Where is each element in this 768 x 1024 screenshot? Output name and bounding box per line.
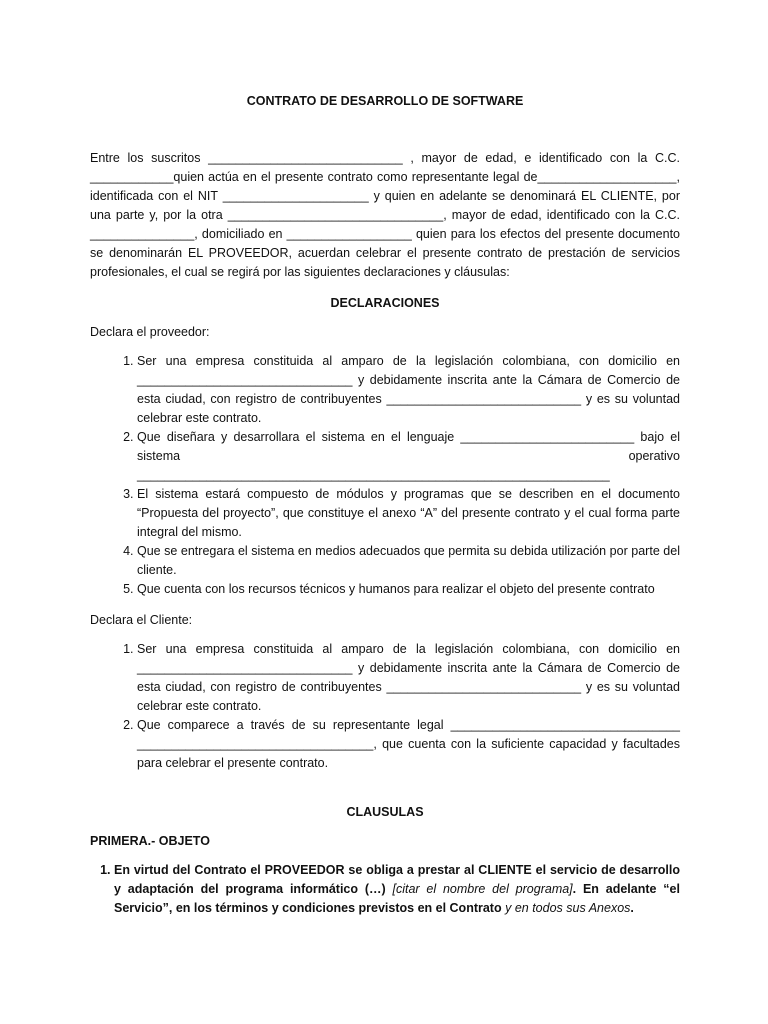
proveedor-declaration-4: 4. Que se entregara el sistema en medios adecuados que permita su debida utilización por parte del cliente. xyxy=(137,542,680,580)
proveedor-declaration-1: 1. Ser una empresa constituida al amparo de la legislación colombiana, con domicilio en _______________________________ y debidamente inscrita ante la Cámara de Comercio de esta ciudad, con registro de contribuyentes ____________________________ y es su voluntad celebrar este contrato. xyxy=(137,352,680,428)
declaraciones-heading: DECLARACIONES xyxy=(330,296,440,310)
cliente-declaration-2: 2. Que comparece a través de su representante legal _________________________________ __________________________________, que cuenta con la suficiente capacidad y facultades para celebrar el presente contrato. xyxy=(137,716,680,773)
clause-primera-title: PRIMERA.- OBJETO xyxy=(90,834,210,848)
clause-text-bold: “el Servicio” xyxy=(114,882,680,915)
proveedor-heading: Declara el proveedor: xyxy=(90,325,210,339)
clause-text-italic: y en todos sus Anexos xyxy=(505,901,631,915)
clausulas-heading: CLAUSULAS xyxy=(346,805,424,819)
clause-primera-list xyxy=(90,861,680,918)
proveedor-declaration-2: 2. Que diseñara y desarrollara el sistema en el lenguaje _________________________ bajo el sistema operativo ____________________________________________________________________ xyxy=(137,428,680,485)
cliente-heading: Declara el Cliente: xyxy=(90,613,193,627)
clause-text-part: En virtud del Contrato el PROVEEDOR se obliga a prestar al CLIENTE el servicio de desarrollo y adaptación del programa informático (…) xyxy=(114,863,680,896)
cliente-declarations-list xyxy=(90,640,680,773)
proveedor-declarations-list xyxy=(90,352,680,599)
clause-primera-item-1 xyxy=(114,861,680,918)
document-title: CONTRATO DE DESARROLLO DE SOFTWARE xyxy=(246,94,524,108)
document-content xyxy=(90,92,680,918)
clause-text-part: . xyxy=(630,901,634,915)
proveedor-declaration-5: 5. Que cuenta con los recursos técnicos y humanos para realizar el objeto del presente contrato xyxy=(137,580,680,599)
clause-text-italic: [citar el nombre del programa] xyxy=(392,882,573,896)
proveedor-declaration-3: 3. El sistema estará compuesto de módulos y programas que se describen en el documento “Propuesta del proyecto”, que constituye el anexo “A” del presente contrato y el cual forma parte integral del mismo. xyxy=(137,485,680,542)
clause-text-part: . En adelante xyxy=(572,882,664,896)
cliente-declaration-1: 1. Ser una empresa constituida al amparo de la legislación colombiana, con domicilio en _______________________________ y debidamente inscrita ante la Cámara de Comercio de esta ciudad, con registro de contribuyentes ____________________________ y es su voluntad celebrar este contrato. xyxy=(137,640,680,716)
clause-text-part: , en los términos y condiciones previstos en el Contrato xyxy=(168,901,506,915)
intro-paragraph: Entre los suscritos ____________________________ , mayor de edad, e identificado con la C.C. ____________quien actúa en el presente contrato como representante legal de____________________, identificada con el NIT _____________________ y quien en adelante se denominará EL CLIENTE, por una parte y, por la otra _______________________________, mayor de edad, identificado con la C.C. _______________, domiciliado en __________________ quien para los efectos del presente documento se denominarán EL PROVEEDOR, acuerdan celebrar el presente contrato de prestación de servicios profesionales, el cual se regirá por las siguientes declaraciones y cláusulas: xyxy=(90,151,680,279)
